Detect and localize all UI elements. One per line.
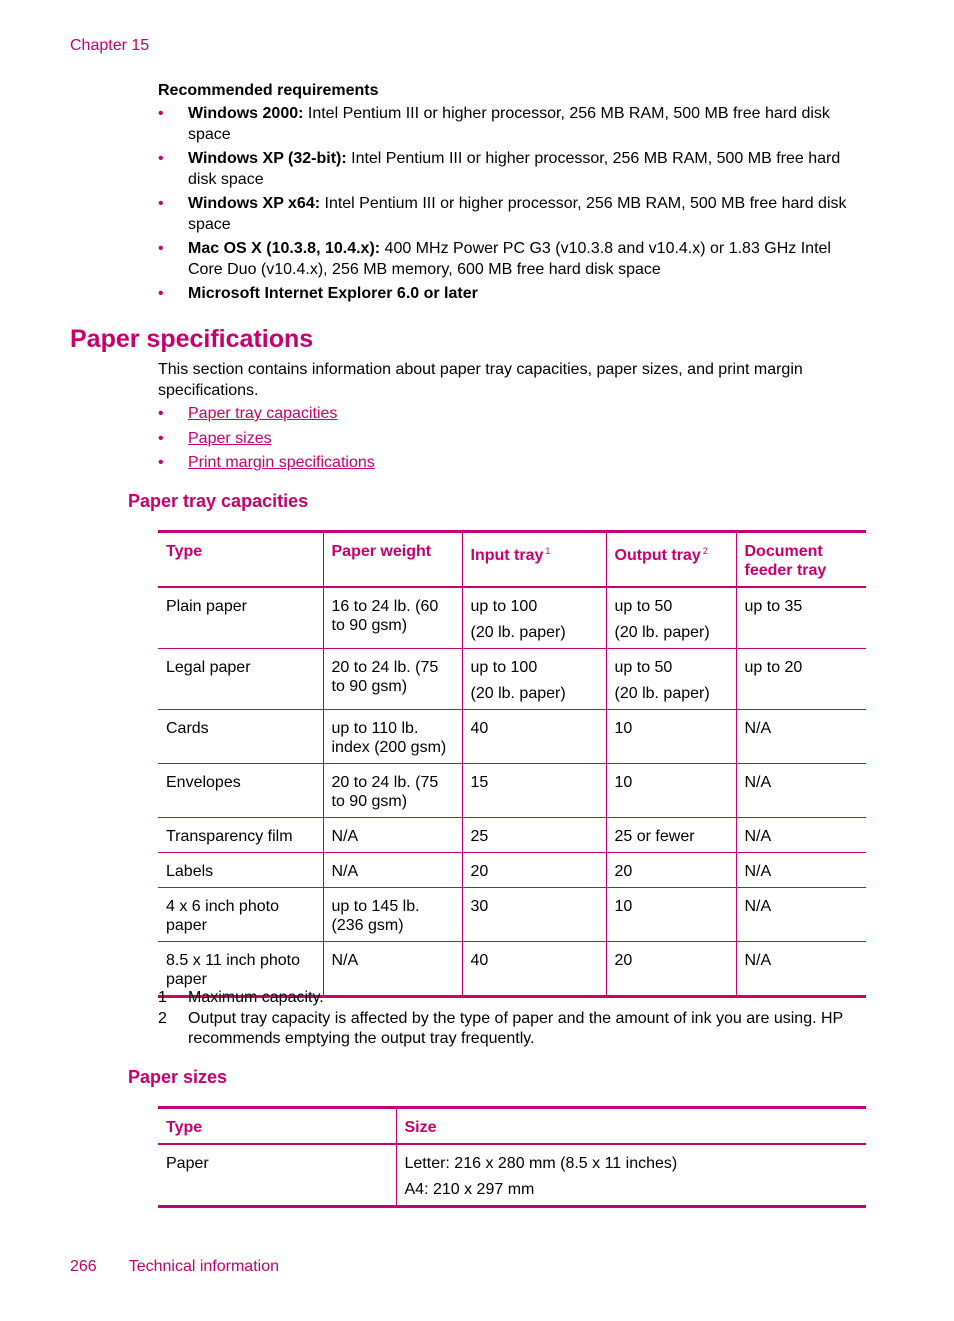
cell-doc: N/A	[736, 942, 866, 997]
size-a4: A4: 210 x 297 mm	[404, 1181, 535, 1198]
table-row	[158, 649, 866, 710]
cell-output-value: up to 50	[614, 598, 673, 615]
cell-input-value: up to 100	[470, 659, 538, 676]
item-text: Intel Pentium III or higher processor, 256 MB RAM, 500 MB free hard disk space	[188, 150, 841, 188]
paper-sizes-table	[158, 1106, 866, 1208]
footer-section: Technical information	[128, 1258, 279, 1275]
table-row	[158, 888, 866, 942]
cell-output: 10	[606, 710, 736, 764]
item-text: 400 MHz Power PC G3 (v10.3.8 and v10.4.x) or 1.83 GHz Intel Core Duo (v10.4.x), 256 MB memory, 600 MB free hard disk space	[188, 240, 831, 278]
footnote	[158, 988, 858, 1009]
list-item	[158, 194, 870, 235]
cell-weight: 20 to 24 lb. (75 to 90 gsm)	[323, 649, 462, 710]
table-row	[158, 853, 866, 888]
table-row	[158, 1144, 866, 1207]
section-title: Paper specifications	[70, 325, 314, 353]
cell-weight: N/A	[323, 818, 462, 853]
header-output-label: Output tray	[614, 547, 701, 564]
cell-weight: N/A	[323, 853, 462, 888]
list-item	[158, 404, 858, 425]
table-row	[158, 710, 866, 764]
item-bold: Windows XP (32-bit):	[188, 150, 347, 167]
header-input-label: Input tray	[470, 547, 544, 564]
list-item	[158, 284, 870, 305]
cell-weight: 20 to 24 lb. (75 to 90 gsm)	[323, 764, 462, 818]
bullet-icon: •	[158, 454, 164, 471]
header-output-tray	[606, 532, 736, 588]
chapter-label: Chapter 15	[70, 37, 150, 54]
cell-input	[462, 587, 606, 649]
footnote-text: Maximum capacity.	[188, 989, 324, 1006]
cell-output-note: (20 lb. paper)	[614, 624, 710, 641]
table-footnotes	[158, 988, 858, 1050]
cell-input: 30	[462, 888, 606, 942]
cell-type: Plain paper	[166, 598, 247, 615]
cell-output-value: up to 50	[614, 659, 673, 676]
item-bold: Mac OS X (10.3.8, 10.4.x):	[188, 240, 381, 257]
section-intro: This section contains information about paper tray capacities, paper sizes, and print margin specifications.	[158, 361, 803, 399]
footnote-ref: 2	[702, 546, 708, 556]
header-type: Type	[166, 543, 203, 560]
link-paper-tray-capacities[interactable]: Paper tray capacities	[188, 405, 338, 422]
cell-type: 4 x 6 inch photo paper	[166, 898, 279, 934]
footnote	[158, 1009, 858, 1050]
footnote-number: 2	[158, 1009, 167, 1027]
cell-output-note: (20 lb. paper)	[614, 685, 710, 702]
tray-capacities-table	[158, 530, 866, 998]
cell-input-note: (20 lb. paper)	[470, 624, 566, 641]
cell-input-note: (20 lb. paper)	[470, 685, 566, 702]
link-print-margin-specifications[interactable]: Print margin specifications	[188, 454, 375, 471]
subsection-title-sizes: Paper sizes	[128, 1067, 228, 1087]
subsection-title-tray: Paper tray capacities	[128, 491, 309, 511]
cell-doc: N/A	[736, 853, 866, 888]
requirements-list	[158, 104, 870, 305]
cell-input: 25	[462, 818, 606, 853]
cell-input: 15	[462, 764, 606, 818]
item-bold: Windows XP x64:	[188, 195, 321, 212]
header-input-tray	[462, 532, 606, 588]
header-type: Type	[166, 1119, 203, 1136]
cell-weight: up to 110 lb. index (200 gsm)	[323, 710, 462, 764]
cell-type: Legal paper	[166, 659, 251, 676]
page-number: 266	[70, 1258, 97, 1275]
item-text: Intel Pentium III or higher processor, 256 MB RAM, 500 MB free hard disk space	[188, 105, 830, 143]
cell-output: 25 or fewer	[606, 818, 736, 853]
list-item	[158, 239, 870, 280]
bullet-icon: •	[158, 150, 164, 167]
list-item	[158, 453, 858, 474]
list-item	[158, 104, 870, 145]
bullet-icon: •	[158, 285, 164, 302]
requirements-title: Recommended requirements	[158, 82, 379, 99]
cell-doc: N/A	[736, 710, 866, 764]
cell-output: 20	[606, 853, 736, 888]
header-paper-weight: Paper weight	[323, 532, 462, 588]
cell-doc: N/A	[736, 764, 866, 818]
item-bold: Microsoft Internet Explorer 6.0 or later	[188, 285, 478, 302]
cell-type: 8.5 x 11 inch photo paper	[166, 952, 301, 988]
cell-doc: N/A	[736, 888, 866, 942]
section-links	[158, 404, 858, 478]
recommended-requirements	[158, 81, 870, 309]
cell-doc: N/A	[736, 818, 866, 853]
cell-weight: N/A	[323, 942, 462, 997]
bullet-icon: •	[158, 405, 164, 422]
cell-output: 20	[606, 942, 736, 997]
cell-input: 40	[462, 942, 606, 997]
cell-doc: up to 20	[736, 649, 866, 710]
table-header-row	[158, 532, 866, 588]
cell-type: Labels	[166, 863, 214, 880]
table-row	[158, 587, 866, 649]
cell-doc: up to 35	[736, 587, 866, 649]
item-bold: Windows 2000:	[188, 105, 304, 122]
bullet-icon: •	[158, 240, 164, 257]
cell-output	[606, 649, 736, 710]
cell-input: 20	[462, 853, 606, 888]
cell-type: Paper	[166, 1155, 209, 1172]
footnote-ref: 1	[545, 546, 551, 556]
cell-output	[606, 587, 736, 649]
list-item	[158, 149, 870, 190]
footnote-text: Output tray capacity is affected by the type of paper and the amount of ink you are using. HP recommends emptying the output tray frequently.	[188, 1009, 843, 1047]
header-document-feeder: Document feeder tray	[736, 532, 866, 588]
cell-input: 40	[462, 710, 606, 764]
cell-output: 10	[606, 764, 736, 818]
bullet-icon: •	[158, 195, 164, 212]
cell-size	[396, 1144, 866, 1207]
cell-weight: up to 145 lb. (236 gsm)	[323, 888, 462, 942]
cell-type: Cards	[166, 720, 209, 737]
cell-input	[462, 649, 606, 710]
cell-weight: 16 to 24 lb. (60 to 90 gsm)	[323, 587, 462, 649]
size-letter: Letter: 216 x 280 mm (8.5 x 11 inches)	[404, 1155, 678, 1172]
link-paper-sizes[interactable]: Paper sizes	[188, 429, 272, 447]
cell-type: Transparency film	[166, 828, 293, 845]
item-text: Intel Pentium III or higher processor, 256 MB RAM, 500 MB free hard disk space	[188, 195, 847, 233]
footnote-number: 1	[158, 989, 167, 1006]
table-row	[158, 764, 866, 818]
list-item	[158, 429, 858, 450]
header-size: Size	[396, 1108, 866, 1145]
bullet-icon: •	[158, 105, 164, 122]
cell-type: Envelopes	[166, 774, 241, 791]
cell-output: 10	[606, 888, 736, 942]
bullet-icon: •	[158, 429, 164, 447]
table-row	[158, 818, 866, 853]
cell-input-value: up to 100	[470, 598, 538, 615]
page-footer	[70, 1258, 279, 1276]
table-header-row	[158, 1108, 866, 1145]
